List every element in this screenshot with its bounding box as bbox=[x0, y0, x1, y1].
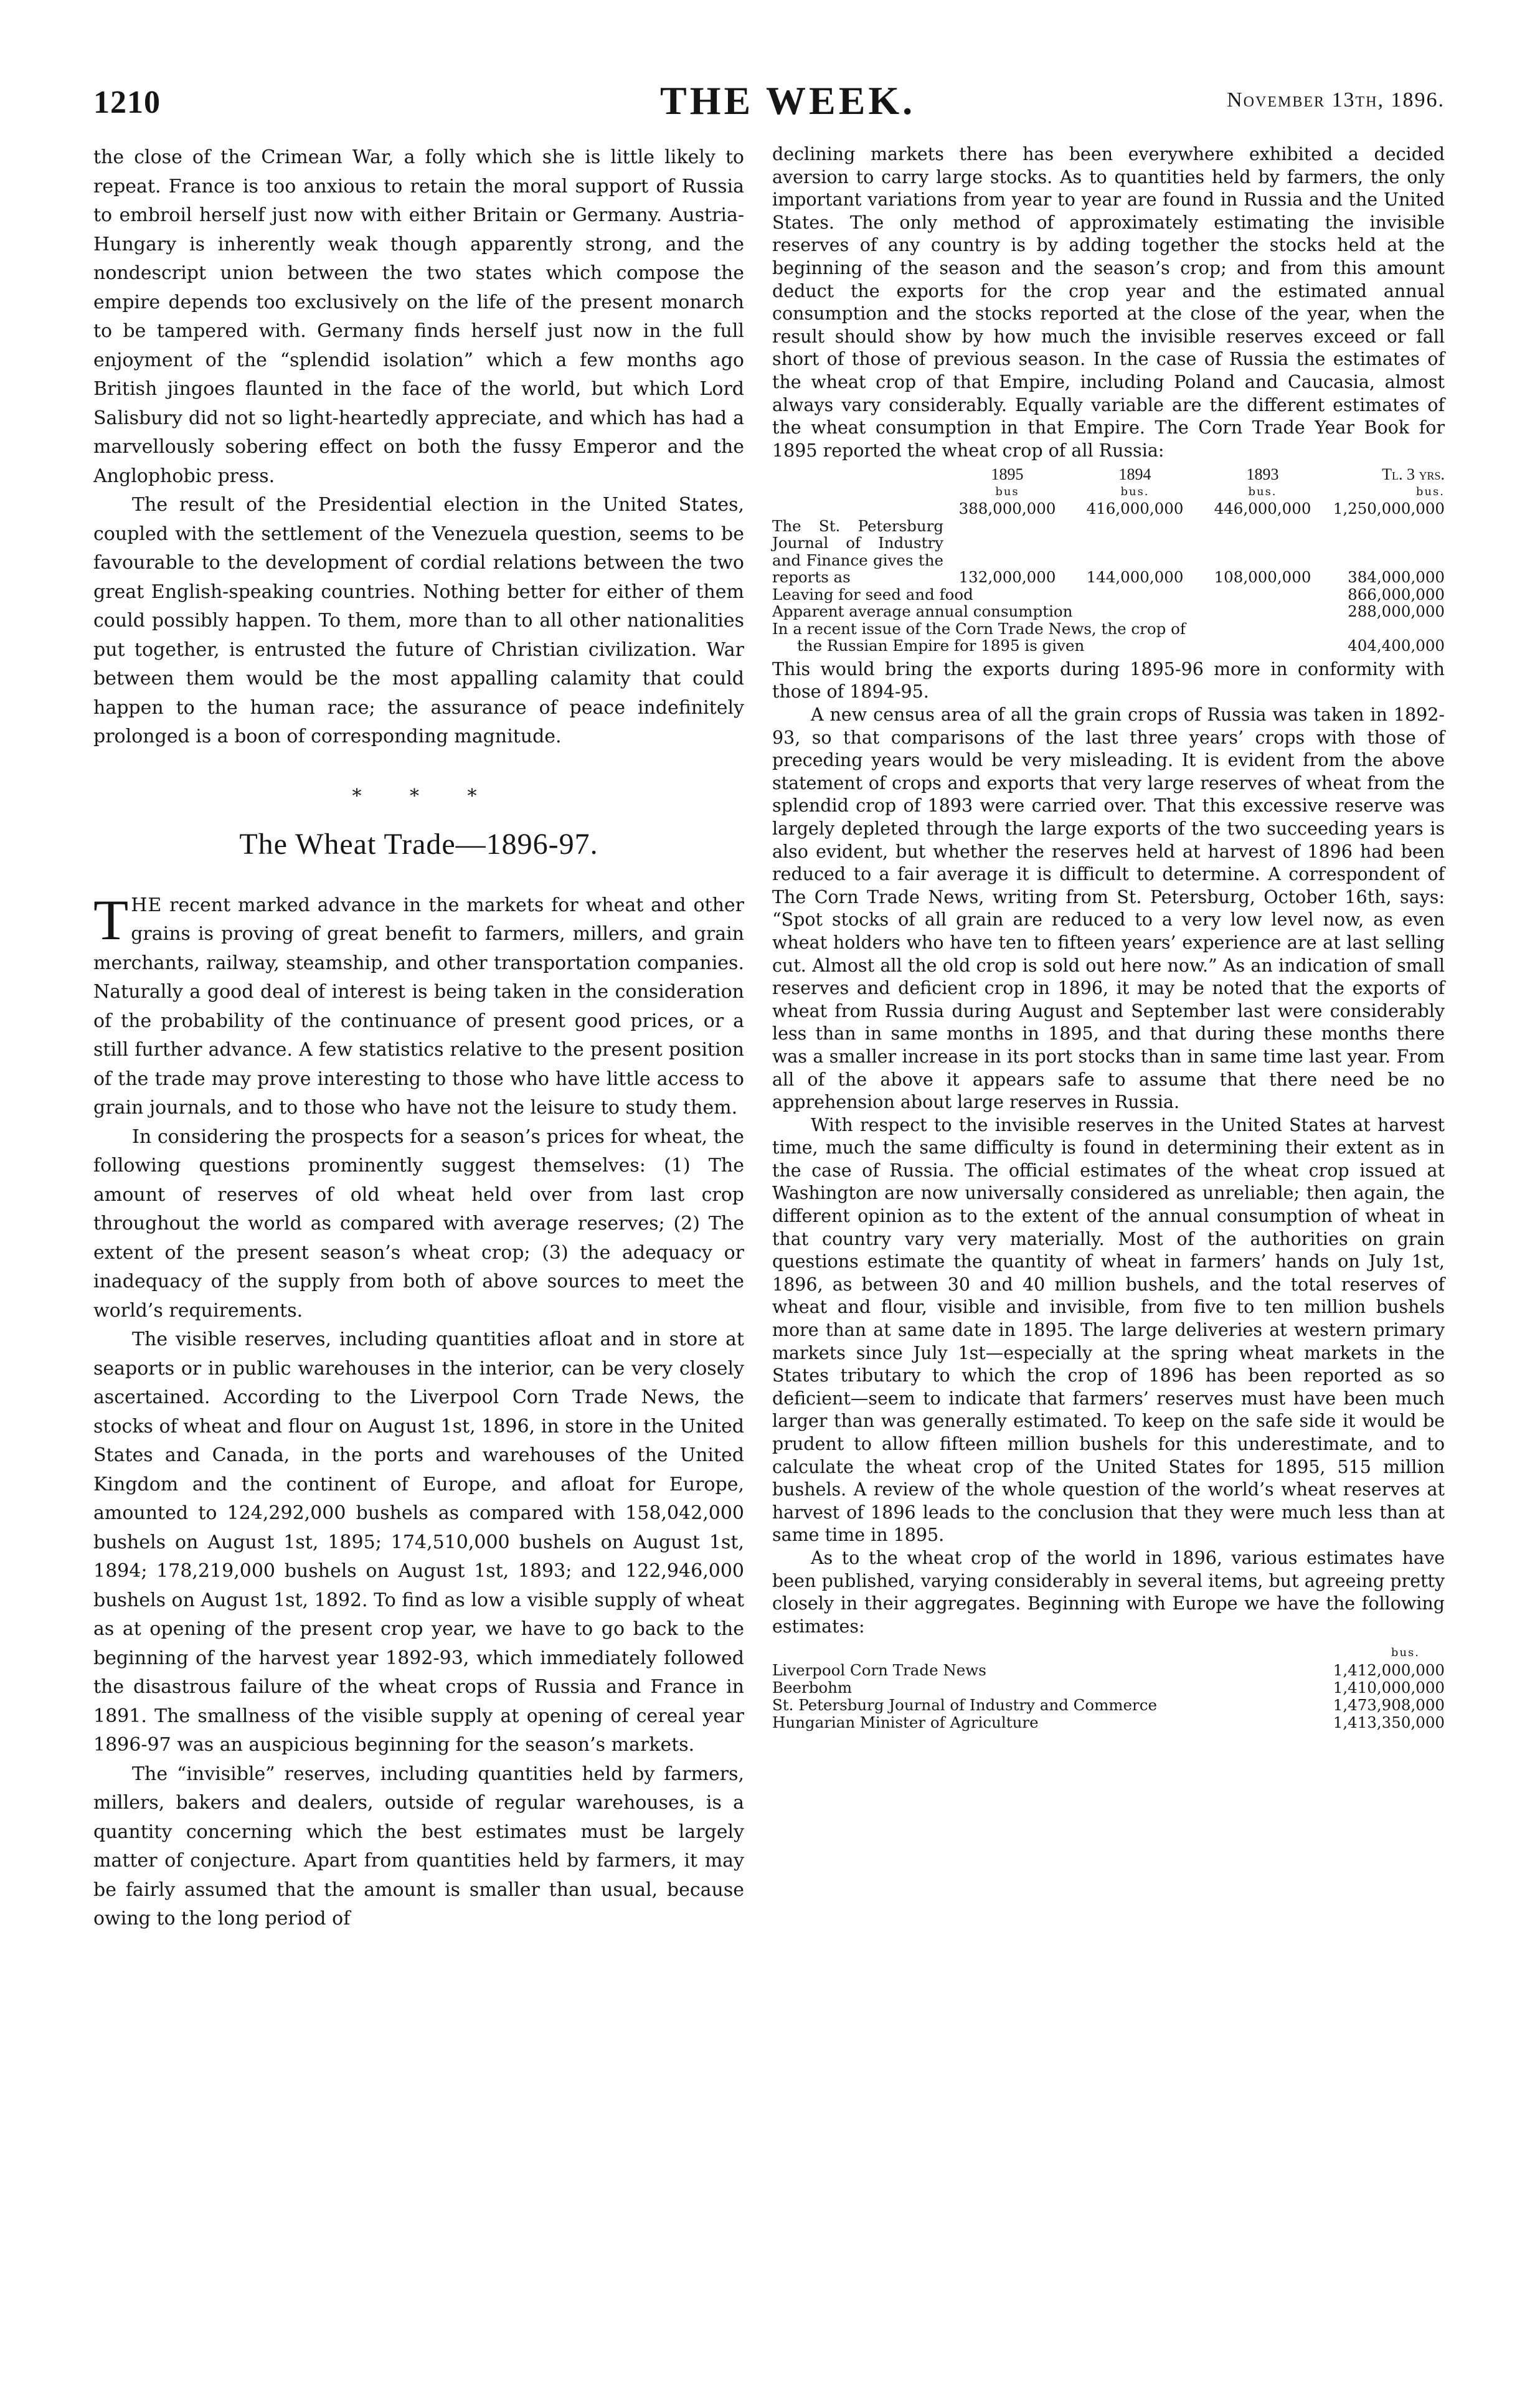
section-separator: * * * bbox=[352, 785, 498, 807]
estimate-value: 1,410,000,000 bbox=[1333, 1678, 1445, 1697]
estimate-source: St. Petersburg Journal of Industry and Commerce bbox=[772, 1696, 1157, 1715]
table-row bbox=[772, 518, 1445, 586]
paragraph: The “invisible” reserves, including quantities held by farmers, millers, bakers and dealers, outside of regular warehouses, is a quantity concerning which the best estimates must be largely matter of conjecture. Apart from quantities held by farmers, it may be fairly assumed that the amount is smaller than usual, because owing to the long period of bbox=[93, 1763, 744, 1929]
estimate-row bbox=[772, 1714, 1445, 1731]
estimate-source: Hungarian Minister of Agriculture bbox=[772, 1713, 1039, 1732]
estimate-source: Beerbohm bbox=[772, 1678, 853, 1697]
left-column bbox=[93, 143, 744, 1934]
table-header-row bbox=[772, 466, 1445, 483]
table-cell: 388,000,000 bbox=[958, 499, 1056, 518]
table-cell: 1,250,000,000 bbox=[1333, 499, 1445, 518]
estimate-value: 1,412,000,000 bbox=[1333, 1661, 1445, 1680]
estimate-source: Liverpool Corn Trade News bbox=[772, 1661, 986, 1680]
paragraph: As to the wheat crop of the world in 1896, various estimates have been published, varying considerably in several items, but agreeing pretty closely in their aggregates. Beginning with Europe we have the following estimates: bbox=[772, 1547, 1445, 1637]
paragraph: The visible reserves, including quantities afloat and in store at seaports or in public warehouses in the interior, can be very closely ascertained. According to the Liverpool Corn Trade News, the stocks of wheat and flour on August 1st, 1896, in store in the United States and Canada, in the ports and warehouses of the United Kingdom and the continent of Europe, and afloat for Europe, amounted to 124,292,000 bushels as compared with 158,042,000 bushels on August 1st, 1895; 174,510,000 bushels on August 1st, 1894; 178,219,000 bushels on August 1st, 1893; and 122,946,000 bushels on August 1st, 1892. To find as low a visible supply of wheat as at opening of the present crop year, we have to go back to the beginning of the harvest year 1892-93, which immediately followed the disastrous failure of the wheat crops of Russia and France in 1891. The smallness of the visible supply at opening of cereal year 1896-97 was an auspicious beginning for the season’s markets. bbox=[93, 1328, 744, 1756]
journal-title: THE WEEK. bbox=[660, 78, 916, 123]
running-head bbox=[93, 75, 1445, 137]
table-cell: 144,000,000 bbox=[1086, 568, 1184, 587]
table-cell: 384,000,000 bbox=[1348, 568, 1445, 587]
table-row bbox=[772, 620, 1445, 638]
article-title: The Wheat Trade—1896-97. bbox=[239, 827, 598, 861]
estimate-row bbox=[772, 1697, 1445, 1714]
newspaper-page bbox=[93, 69, 1445, 2360]
table-header: 1894 bbox=[1118, 465, 1151, 484]
paragraph: The result of the Presidential election in the United States, coupled with the settlement of the Venezuela question, seems to be favourable to the development of cordial relations between the two great English-speaking countries. Nothing better for either of them could possibly happen. To them, more than to all other nationalities put together, is entrusted the future of Christian civilization. War between them would be the most appalling calamity that could happen to the human race; the assurance of peace indefinitely prolonged is a boon of corresponding magnitude. bbox=[93, 494, 744, 747]
table-row-label: The St. Petersburg Journal of Industry and Finance gives the reports as bbox=[772, 516, 943, 587]
table-row bbox=[772, 603, 1445, 620]
paragraph-text: recent marked advance in the markets for wheat and other grains is proving of great benefit to farmers, millers, and grain merchants, railway, steamship, and other transportation companies. Naturally a good deal of interest is being taken in the consideration of the probability of the continuance of present good prices, or a still further advance. A few statistics relative to the present position of the trade may prove interesting to those who have little access to grain journals, and to those who have not the leisure to study them. bbox=[93, 894, 744, 1119]
table-cell: 866,000,000 bbox=[1348, 585, 1445, 604]
table-unit: bus bbox=[995, 485, 1019, 498]
paragraph: declining markets there has been everywhere exhibited a decided aversion to carry large stocks. As to quantities held by farmers, the only important variations from year to year are found in Russia and the United States. The only method of approximately estimating the invisible reserves of any country is by adding together the stocks held at the beginning of the season and the season’s crop; and from this amount deduct the exports for the crop year and the estimated annual consumption and the stocks reported at the close of the year, when the result should show by how much the invisible reserves exceed or fall short of those of previous season. In the case of Russia the estimates of the wheat crop of that Empire, including Poland and Caucasia, almost always vary considerably. Equally variable are the different estimates of the wheat consumption in that Empire. The Corn Trade Year Book for 1895 reported the wheat crop of all Russia: bbox=[772, 144, 1445, 461]
table-cell: 108,000,000 bbox=[1214, 568, 1311, 587]
table-cell: 416,000,000 bbox=[1086, 499, 1184, 518]
paragraph: With respect to the invisible reserves in the United States at harvest time, much the same difficulty is found in determining their extent as in the case of Russia. The official estimates of the wheat crop issued at Washington are now universally considered as unreliable; then again, the different opinion as to the extent of the annual consumption of wheat in that country vary very materially. Most of the authorities on grain questions estimate the quantity of wheat in farmers’ hands on July 1st, 1896, as between 30 and 40 million bushels, and the total reserves of wheat and flour, visible and invisible, from five to ten million bushels more than at same date in 1895. The large deliveries at western primary markets since July 1st—especially at the spring wheat markets in the States tributary to which the crop of 1896 has been reported as so deficient—seem to indicate that farmers’ reserves must have been much larger than was generally estimated. To keep on the safe side it would be prudent to allow fifteen million bushels for this underestimate, and to calculate the wheat crop of the United States for 1895, 515 million bushels. A review of the whole question of the world’s wheat reserves at harvest of 1896 leads to the conclusion that they were much less than at same time in 1895. bbox=[772, 1114, 1445, 1546]
table-row-label: Leaving for seed and food bbox=[772, 585, 973, 604]
page-number: 1210 bbox=[93, 85, 161, 120]
estimate-value: 1,473,908,000 bbox=[1333, 1696, 1445, 1715]
table-row-label: Apparent average annual consumption bbox=[772, 602, 1073, 621]
table-header: Tl. 3 yrs. bbox=[1382, 465, 1445, 484]
estimates-unit: bus. bbox=[1391, 1646, 1420, 1660]
table-cell: 132,000,000 bbox=[958, 568, 1056, 587]
russia-wheat-table bbox=[772, 466, 1445, 655]
table-row bbox=[772, 500, 1445, 518]
world-crop-estimates bbox=[772, 1644, 1445, 1731]
estimate-value: 1,413,350,000 bbox=[1333, 1713, 1445, 1732]
estimate-row bbox=[772, 1662, 1445, 1679]
paragraph: This would bring the exports during 1895-96 more in conformity with those of 1894-95. bbox=[772, 658, 1445, 703]
table-row bbox=[772, 637, 1445, 655]
table-unit: bus. bbox=[1120, 485, 1150, 498]
table-row-label: In a recent issue of the Corn Trade News, the crop of bbox=[772, 619, 1186, 638]
opening-paragraph bbox=[93, 888, 744, 1123]
table-header: 1895 bbox=[991, 465, 1024, 484]
paragraph: In considering the prospects for a season’s prices for wheat, the following questions prominently suggest themselves: (1) The amount of reserves of old wheat held over from last crop throughout the world as compared with average reserves; (2) The extent of the present season’s wheat crop; (3) the adequacy or inadequacy of the supply from both of above sources to meet the world’s requirements. bbox=[93, 1125, 744, 1322]
right-column bbox=[772, 143, 1445, 1731]
estimate-row bbox=[772, 1679, 1445, 1697]
issue-date: November 13th, 1896. bbox=[1227, 88, 1445, 111]
table-cell: 404,400,000 bbox=[1348, 637, 1445, 655]
table-row-label: the Russian Empire for 1895 is given bbox=[797, 637, 1085, 655]
table-cell: 288,000,000 bbox=[1348, 602, 1445, 621]
table-row bbox=[772, 586, 1445, 604]
opening-word: HE bbox=[131, 894, 163, 916]
table-cell: 446,000,000 bbox=[1214, 499, 1311, 518]
table-header: 1893 bbox=[1246, 465, 1279, 484]
paragraph: A new census area of all the grain crops of Russia was taken in 1892-93, so that comparisons of the last three years’ crops with those of preceding years would be very misleading. It is evident from the above statement of crops and exports that very large reserves of wheat from the splendid crop of 1893 were carried over. That this excessive reserve was largely depleted through the large exports of the two succeeding years is also evident, but whether the reserves held at harvest of 1896 had been reduced to a fair average it is difficult to determine. A correspondent of The Corn Trade News, writing from St. Petersburg, October 16th, says: “Spot stocks of all grain are reduced to a very low level now, as even wheat holders who have ten to fifteen years’ experience are at last selling cut. Almost all the old crop is sold out here now.” As an indication of small reserves and deficient crop in 1896, it may be noted that the exports of wheat from Russia during August and September last were considerably less than in same months in 1895, and that during these months there was a smaller increase in its port stocks than in same time last year. From all of the above it appears safe to assume that there need be no apprehension about large reserves in Russia. bbox=[772, 704, 1445, 1113]
table-units-row bbox=[772, 483, 1445, 501]
paragraph: the close of the Crimean War, a folly which she is little likely to repeat. France is too anxious to retain the moral support of Russia to embroil herself just now with either Britain or Germany. Austria-Hungary is inherently weak though apparently strong, and the nondescript union between the two states which compose the empire depends too exclusively on the life of the present monarch to be tampered with. Germany finds herself just now in the full enjoyment of the “splendid isolation” which a few months ago British jingoes flaunted in the face of the world, but which Lord Salisbury did not so light-heartedly appreciate, and which has had a marvellously sobering effect on both the fussy Emperor and the Anglophobic press. bbox=[93, 146, 744, 487]
table-unit: bus. bbox=[1248, 485, 1277, 498]
drop-cap: T bbox=[93, 888, 129, 952]
table-unit: bus. bbox=[1415, 485, 1445, 498]
